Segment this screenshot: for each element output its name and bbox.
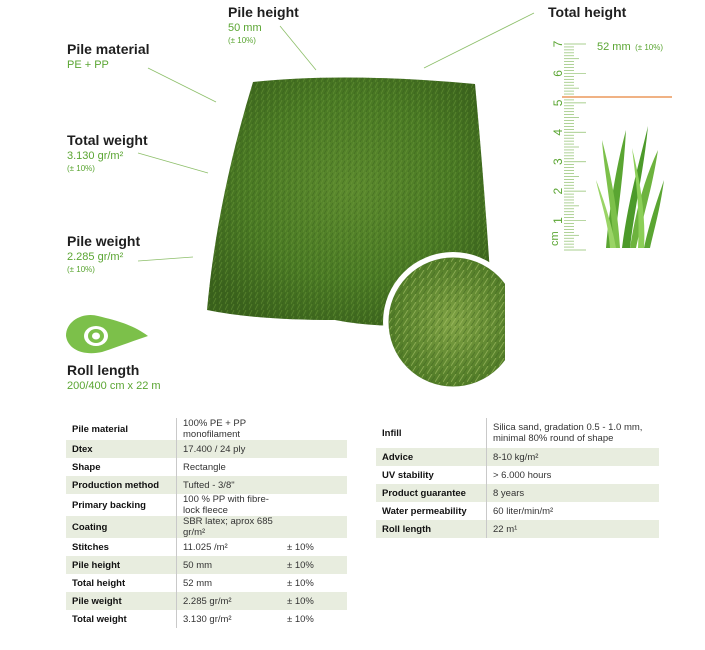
ruler-tick-label: 7 [551,40,565,48]
table-row [376,466,659,484]
table-row [376,484,659,502]
table-row [66,610,347,628]
callout-tolerance: (± 10%) [635,43,664,52]
row-tolerance: ± 10% [287,613,314,625]
table-row [66,418,347,440]
callout-label: Total height [548,4,627,20]
turf-sample-image [195,70,505,405]
ruler-tick-label: 4 [551,128,565,136]
leader-line [138,257,193,261]
row-key: Shape [66,458,177,476]
table-row [66,494,347,516]
ruler-tick-label: 3 [551,158,565,166]
row-value: 17.400 / 24 ply [177,440,282,458]
row-key: Pile material [66,418,177,440]
turf-roll-icon [62,310,152,356]
table-row [376,418,659,448]
table-row [376,448,659,466]
leader-line [424,13,534,68]
row-key: Water permeability [376,502,487,520]
row-tolerance [281,418,347,440]
callout-value: 50 mm [228,22,262,34]
callout-label: Total weight [67,132,148,148]
row-key: Product guarantee [376,484,487,502]
row-key: Primary backing [66,494,177,516]
ruler-tick-label: 1 [551,217,565,224]
table-row [66,440,347,458]
row-value: Tufted - 3/8" [177,476,282,494]
row-tolerance [281,494,347,516]
spec-table-left [66,418,348,628]
table-row [376,520,659,538]
ruler-unit-label: cm [549,231,561,246]
callout-value: 2.285 gr/m² [67,251,124,263]
table-row [66,458,347,476]
row-value: 8-10 kg/m² [487,448,660,466]
row-key: Stitches [66,538,177,556]
row-value: 50 mm [177,556,282,574]
spec-table-right [376,418,659,538]
row-value: 3.130 gr/m² [183,613,232,625]
row-tolerance: ± 10% [287,541,314,553]
row-value: SBR latex; aprox 685 gr/m² [177,516,282,538]
callout-value: 200/400 cm x 22 m [67,380,161,392]
ruler-ticks [564,44,586,250]
table-row [66,476,347,494]
row-key: Infill [376,418,487,448]
callout-value: 52 mm [597,41,631,53]
row-value: 2.285 gr/m² [177,592,282,610]
row-value: Silica sand, gradation 0.5 - 1.0 mm, minimal 80% round of shape [493,422,643,444]
row-value: 8 years [487,484,660,502]
row-key: Pile height [66,556,177,574]
callout-tolerance: (± 10%) [228,36,256,45]
row-tolerance [281,458,347,476]
row-value: 100% PE + PP monofilament [183,418,246,440]
row-key: Advice [376,448,487,466]
grass-blades-icon [596,126,664,248]
row-tolerance [281,476,347,494]
row-key: UV stability [376,466,487,484]
row-key: Total weight [66,610,177,628]
table-row [66,556,347,574]
row-value: 100 % PP with fibre-lock fleece [183,494,269,516]
row-value: > 6.000 hours [493,469,552,481]
row-key: Dtex [66,440,177,458]
ruler-tick-label: 6 [551,70,565,77]
callout-tolerance: (± 10%) [67,164,95,173]
callout-label: Pile weight [67,233,141,249]
table-row [66,592,347,610]
height-ruler [540,30,680,260]
row-value: Rectangle [183,461,226,473]
row-tolerance: ± 10% [281,592,347,610]
callout-label: Pile height [228,4,299,20]
table-row [66,574,347,592]
row-key: Pile weight [66,592,177,610]
row-tolerance: ± 10% [287,577,314,589]
table-row [66,516,347,538]
callout-tolerance: (± 10%) [67,265,95,274]
row-value: 60 liter/min/m² [493,505,554,517]
ruler-tick-label: 5 [551,99,565,107]
callout-value: PE + PP [67,59,109,71]
row-key: Production method [66,476,177,494]
row-tolerance [281,516,347,538]
row-key: Total height [66,574,177,592]
row-key: Roll length [376,520,487,538]
row-value: 11.025 /m² [183,541,228,553]
row-value: 52 mm [183,577,213,589]
row-key: Coating [66,516,177,538]
table-row [376,502,659,520]
row-tolerance: ± 10% [281,556,347,574]
leader-line [280,26,316,70]
ruler-tick-label: 2 [551,187,565,195]
callout-label: Pile material [67,41,150,57]
row-value: 22 m¹ [487,520,660,538]
callout-value: 3.130 gr/m² [67,150,124,162]
callout-label: Roll length [67,362,140,378]
table-row [66,538,347,556]
row-tolerance [281,440,347,458]
ruler-labels [551,40,565,224]
